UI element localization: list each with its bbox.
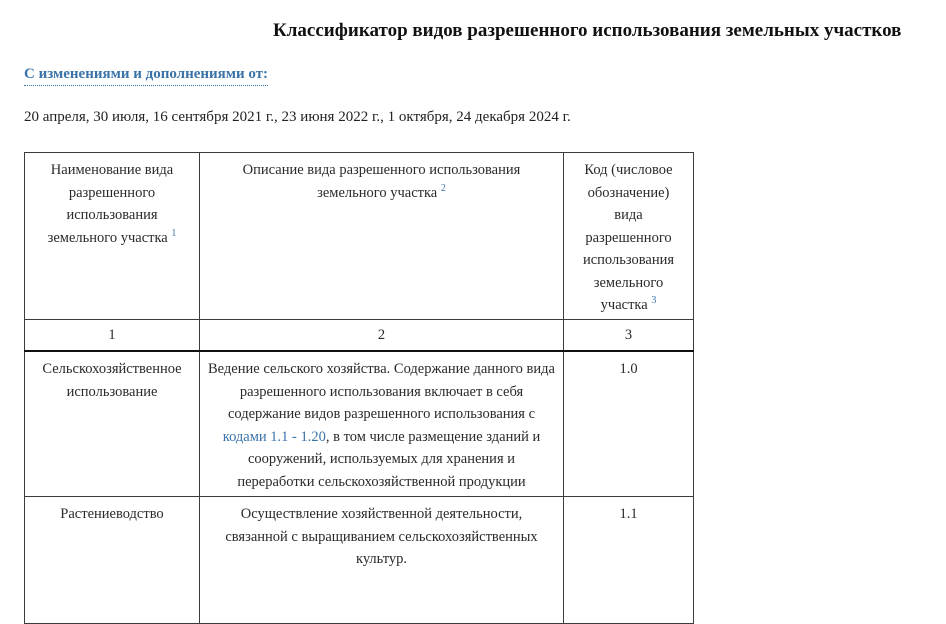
- changes-link[interactable]: С изменениями и дополнениями от:: [24, 66, 268, 86]
- header-cell-code: [564, 153, 694, 320]
- description-text: , в том числе размещение зданий и сооружений, используемых для хранения и переработки сельскохозяйственной продукции: [237, 428, 541, 490]
- row-name: Растениеводство: [25, 497, 200, 624]
- column-number: 1: [25, 320, 200, 352]
- classifier-table: [24, 152, 694, 624]
- column-number: 2: [200, 320, 564, 352]
- table-row: [25, 351, 694, 497]
- footnote-link-2[interactable]: 2: [440, 182, 446, 194]
- document-title: Классификатор видов разрешенного использования земельных участков: [273, 20, 902, 41]
- table-row: [25, 497, 694, 624]
- row-description: Осуществление хозяйственной деятельности, связанной с выращиванием сельскохозяйственных культур.: [200, 497, 564, 624]
- row-name: Сельскохозяйственное использование: [25, 351, 200, 497]
- table-header-row: [25, 153, 694, 320]
- header-cell-description: [200, 153, 564, 320]
- column-number-row: [25, 320, 694, 352]
- footnote-link-1[interactable]: 1: [171, 227, 177, 239]
- header-name-text: Наименование вида разрешенного использования земельного участка: [47, 162, 174, 246]
- description-text: Ведение сельского хозяйства. Содержание данного вида разрешенного использования включает в себя содержание видов разрешенного использования с: [208, 361, 555, 422]
- codes-link[interactable]: кодами 1.1 - 1.20: [222, 428, 326, 445]
- header-description-text: Описание вида разрешенного использования земельного участка: [242, 162, 521, 201]
- changes-dates: 20 апреля, 30 июля, 16 сентября 2021 г., 23 июня 2022 г., 1 октября, 24 декабря 2024 г.: [24, 109, 571, 125]
- header-code-text: Код (числовое обозначение) вида разрешенного использования земельного участка: [582, 162, 675, 313]
- row-code: 1.0: [564, 351, 694, 497]
- header-cell-name: [25, 153, 200, 320]
- row-description: [200, 351, 564, 497]
- footnote-link-3[interactable]: 3: [651, 295, 657, 307]
- row-code: 1.1: [564, 497, 694, 624]
- column-number: 3: [564, 320, 694, 352]
